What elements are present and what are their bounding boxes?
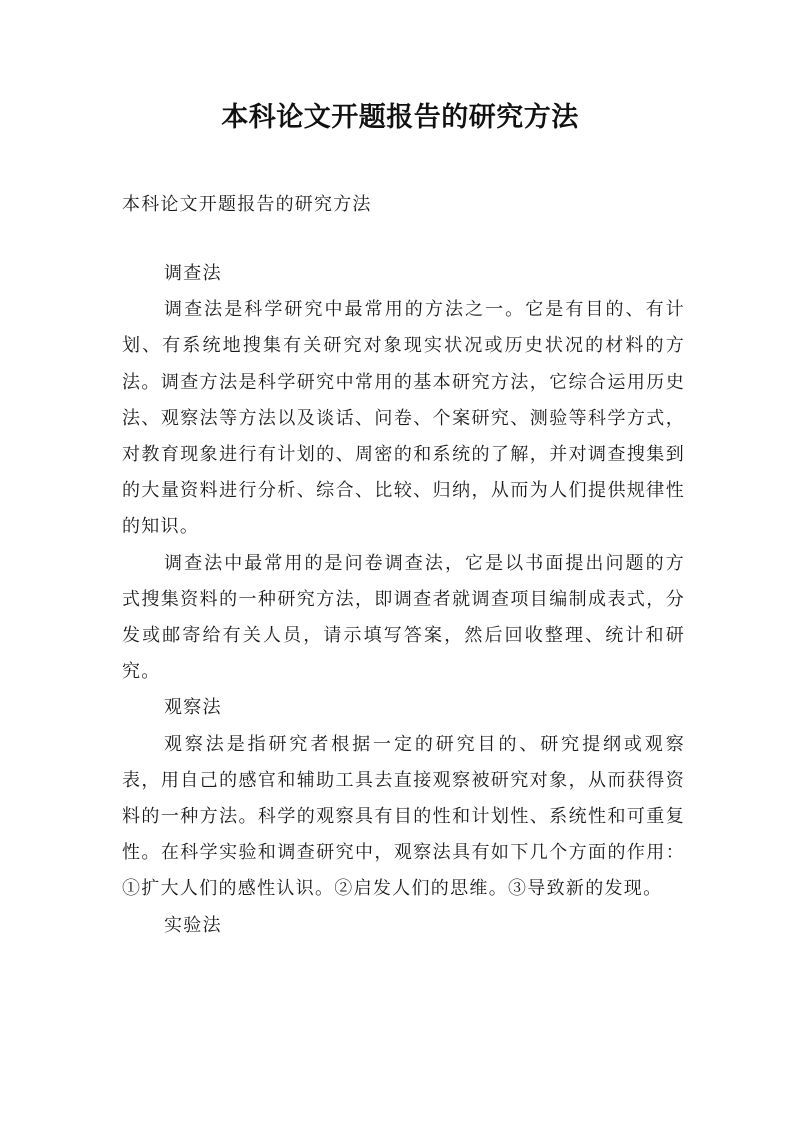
document-subtitle: 本科论文开题报告的研究方法 — [122, 194, 372, 215]
section-heading-experiment: 实验法 — [164, 914, 222, 936]
section-heading-observation: 观察法 — [164, 697, 222, 719]
paragraph-survey-1: 调查法是科学研究中最常用的方法之一。它是有目的、有计划、有系统地搜集有关研究对象现实状况或历史状况的材料的方法。调查方法是科学研究中常用的基本研究方法，它综合运用历史法、观察法等方法以及谈话、问卷、个案研究、测验等科学方式，对教育现象进行有计划的、周密的和系统的了解，并对调查搜集到的大量资料进行分析、综合、比较、归纳，从而为人们提供规律性的知识。 — [122, 299, 685, 538]
document-body — [122, 256, 685, 944]
page-title: 本科论文开题报告的研究方法 — [221, 102, 579, 133]
section-heading-survey: 调查法 — [164, 263, 222, 284]
paragraph-survey-2: 调查法中最常用的是问卷调查法，它是以书面提出问题的方式搜集资料的一种研究方法，即调查者就调查项目编制成表式，分发或邮寄给有关人员，请示填写答案，然后回收整理、统计和研究。 — [122, 552, 685, 683]
paragraph-observation-1: 观察法是指研究者根据一定的研究目的、研究提纲或观察表，用自己的感官和辅助工具去直接观察被研究对象，从而获得资料的一种方法。科学的观察具有目的性和计划性、系统性和可重复性。在科学实验和调查研究中，观察法具有如下几个方面的作用：①扩大人们的感性认识。②启发人们的思维。③导致新的发现。 — [122, 733, 685, 900]
